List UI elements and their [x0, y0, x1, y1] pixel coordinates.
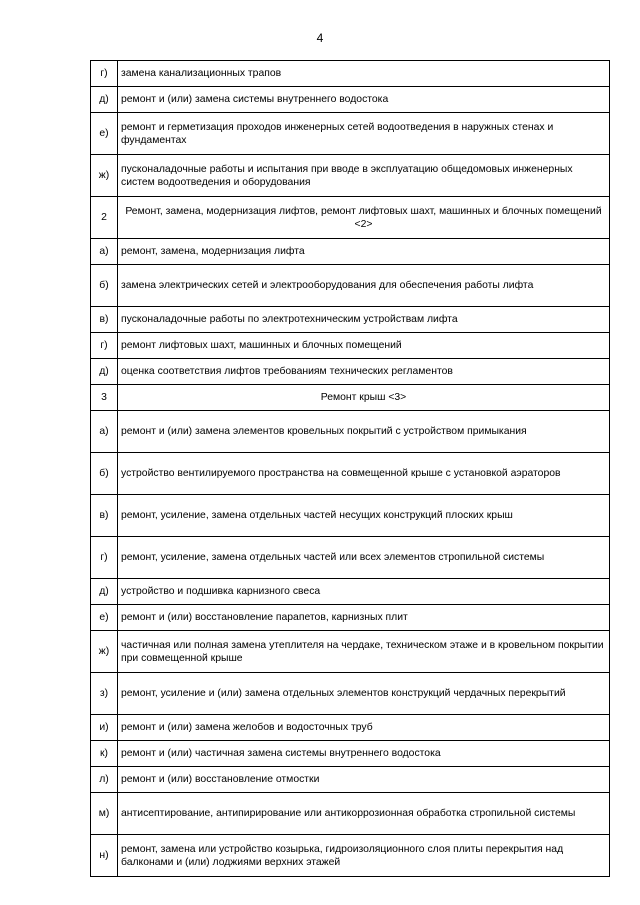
row-number: з)	[91, 673, 118, 715]
table-row	[91, 673, 610, 715]
section-title: Ремонт, замена, модернизация лифтов, ремонт лифтовых шахт, машинных и блочных помещений <2>	[118, 197, 610, 239]
work-item-text: ремонт и (или) частичная замена системы внутреннего водостока	[118, 741, 610, 767]
row-number: ж)	[91, 155, 118, 197]
row-number: к)	[91, 741, 118, 767]
table-row	[91, 265, 610, 307]
work-item-text: ремонт, усиление, замена отдельных частей или всех элементов стропильной системы	[118, 537, 610, 579]
row-number: б)	[91, 265, 118, 307]
row-number: д)	[91, 359, 118, 385]
table-row	[91, 333, 610, 359]
table-row	[91, 495, 610, 537]
table-row	[91, 155, 610, 197]
page-number: 4	[316, 31, 324, 45]
work-list-table	[90, 60, 610, 877]
section-row	[91, 197, 610, 239]
table-row	[91, 793, 610, 835]
table-row	[91, 715, 610, 741]
table-row	[91, 239, 610, 265]
section-row	[91, 385, 610, 411]
row-number: а)	[91, 411, 118, 453]
table-row	[91, 61, 610, 87]
row-number: г)	[91, 537, 118, 579]
table-row	[91, 741, 610, 767]
work-item-text: ремонт, усиление и (или) замена отдельных элементов конструкций чердачных перекрытий	[118, 673, 610, 715]
row-number: м)	[91, 793, 118, 835]
work-item-text: ремонт и (или) замена элементов кровельных покрытий с устройством примыкания	[118, 411, 610, 453]
table-row	[91, 605, 610, 631]
work-item-text: ремонт, замена или устройство козырька, гидроизоляционного слоя плиты перекрытия над балконами и (или) лоджиями верхних этажей	[118, 835, 610, 877]
work-item-text: устройство вентилируемого пространства на совмещенной крыше с установкой аэраторов	[118, 453, 610, 495]
work-item-text: замена электрических сетей и электрооборудования для обеспечения работы лифта	[118, 265, 610, 307]
table-row	[91, 767, 610, 793]
table-row	[91, 453, 610, 495]
row-number: б)	[91, 453, 118, 495]
table-row	[91, 359, 610, 385]
work-item-text: устройство и подшивка карнизного свеса	[118, 579, 610, 605]
work-item-text: замена канализационных трапов	[118, 61, 610, 87]
section-title: Ремонт крыш <3>	[118, 385, 610, 411]
table-row	[91, 631, 610, 673]
table-row	[91, 113, 610, 155]
row-number: г)	[91, 61, 118, 87]
work-item-text: ремонт лифтовых шахт, машинных и блочных помещений	[118, 333, 610, 359]
row-number: ж)	[91, 631, 118, 673]
row-number: д)	[91, 579, 118, 605]
work-item-text: ремонт и (или) замена системы внутреннего водостока	[118, 87, 610, 113]
table-row	[91, 87, 610, 113]
work-item-text: ремонт и (или) замена желобов и водосточных труб	[118, 715, 610, 741]
table-row	[91, 307, 610, 333]
table-row	[91, 411, 610, 453]
work-item-text: ремонт, замена, модернизация лифта	[118, 239, 610, 265]
work-item-text: ремонт и (или) восстановление парапетов, карнизных плит	[118, 605, 610, 631]
work-item-text: антисептирование, антипирирование или антикоррозионная обработка стропильной системы	[118, 793, 610, 835]
work-item-text: пусконаладочные работы и испытания при вводе в эксплуатацию общедомовых инженерных систем водоотведения и оборудования	[118, 155, 610, 197]
row-number: е)	[91, 113, 118, 155]
work-item-text: оценка соответствия лифтов требованиям технических регламентов	[118, 359, 610, 385]
work-item-text: ремонт и герметизация проходов инженерных сетей водоотведения в наружных стенах и фундаментах	[118, 113, 610, 155]
row-number: в)	[91, 307, 118, 333]
row-number: в)	[91, 495, 118, 537]
work-item-text: пусконаладочные работы по электротехническим устройствам лифта	[118, 307, 610, 333]
table-row	[91, 579, 610, 605]
table-row	[91, 835, 610, 877]
row-number: н)	[91, 835, 118, 877]
work-item-text: ремонт, усиление, замена отдельных частей несущих конструкций плоских крыш	[118, 495, 610, 537]
row-number: л)	[91, 767, 118, 793]
work-item-text: ремонт и (или) восстановление отмостки	[118, 767, 610, 793]
row-number: 2	[91, 197, 118, 239]
table-body	[91, 61, 610, 877]
row-number: 3	[91, 385, 118, 411]
row-number: е)	[91, 605, 118, 631]
row-number: и)	[91, 715, 118, 741]
row-number: д)	[91, 87, 118, 113]
work-item-text: частичная или полная замена утеплителя на чердаке, техническом этаже и в кровельном покрытии при совмещенной крыше	[118, 631, 610, 673]
table-row	[91, 537, 610, 579]
row-number: а)	[91, 239, 118, 265]
row-number: г)	[91, 333, 118, 359]
